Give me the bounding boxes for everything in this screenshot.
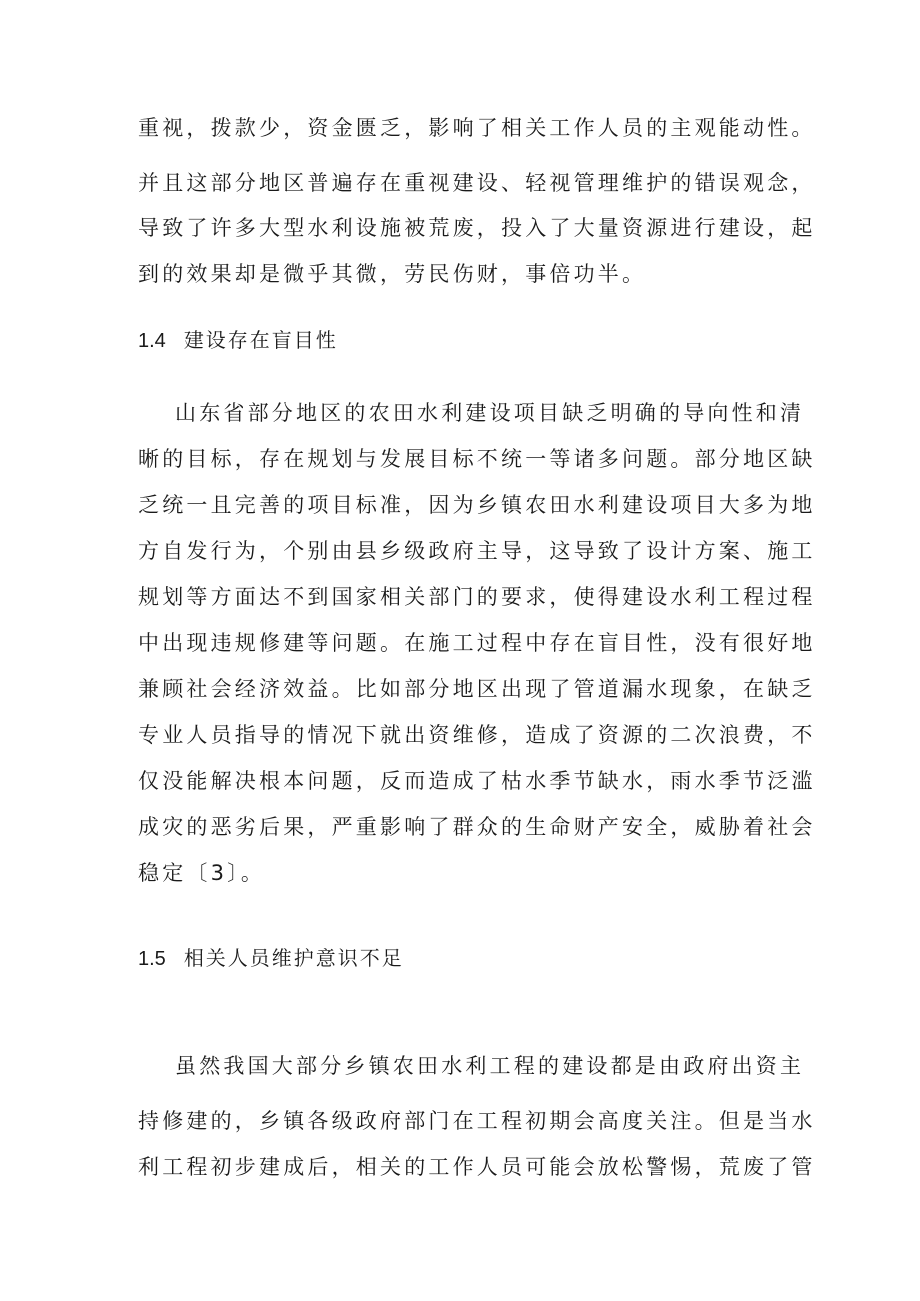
text-line: 并且这部分地区普遍存在重视建设、轻视管理维护的错误观念，: [138, 171, 816, 195]
section-number: 1.4: [138, 330, 166, 352]
text-line: 虽然我国大部分乡镇农田水利工程的建设都是由政府出资主: [175, 1054, 805, 1078]
text-line: 乏统一且完善的项目标准，因为乡镇农田水利建设项目大多为地: [138, 493, 816, 517]
text-line: 重视，拨款少，资金匮乏，影响了相关工作人员的主观能动性。: [138, 116, 816, 140]
text-line: 导致了许多大型水利设施被荒废，投入了大量资源进行建设，起: [138, 216, 816, 240]
text-line: 晰的目标，存在规划与发展目标不统一等诸多问题。部分地区缺: [138, 447, 816, 471]
text-line: 仅没能解决根本问题，反而造成了枯水季节缺水，雨水季节泛滥: [138, 769, 816, 793]
text-line: 稳定〔3〕。: [138, 861, 266, 885]
section-number: 1.5: [138, 948, 166, 970]
section-heading: [138, 948, 404, 969]
text-line: 方自发行为，个别由县乡级政府主导，这导致了设计方案、施工: [138, 539, 816, 563]
text-line: 专业人员指导的情况下就出资维修，造成了资源的二次浪费，不: [138, 723, 816, 747]
text-line: 兼顾社会经济效益。比如部分地区出现了管道漏水现象，在缺乏: [138, 677, 816, 701]
text-line: 利工程初步建成后，相关的工作人员可能会放松警惕，荒废了管: [138, 1155, 816, 1179]
text-line: 规划等方面达不到国家相关部门的要求，使得建设水利工程过程: [138, 585, 816, 609]
section-title: 建设存在盲目性: [183, 328, 338, 352]
text-line: 持修建的，乡镇各级政府部门在工程初期会高度关注。但是当水: [138, 1109, 816, 1133]
section-heading: [138, 330, 338, 351]
text-line: 到的效果却是微乎其微，劳民伤财，事倍功半。: [138, 262, 647, 286]
text-line: 山东省部分地区的农田水利建设项目缺乏明确的导向性和清: [175, 401, 805, 425]
text-line: 成灾的恶劣后果，严重影响了群众的生命财产安全，威胁着社会: [138, 815, 816, 839]
section-title: 相关人员维护意识不足: [183, 946, 404, 970]
text-line: 中出现违规修建等问题。在施工过程中存在盲目性，没有很好地: [138, 631, 816, 655]
